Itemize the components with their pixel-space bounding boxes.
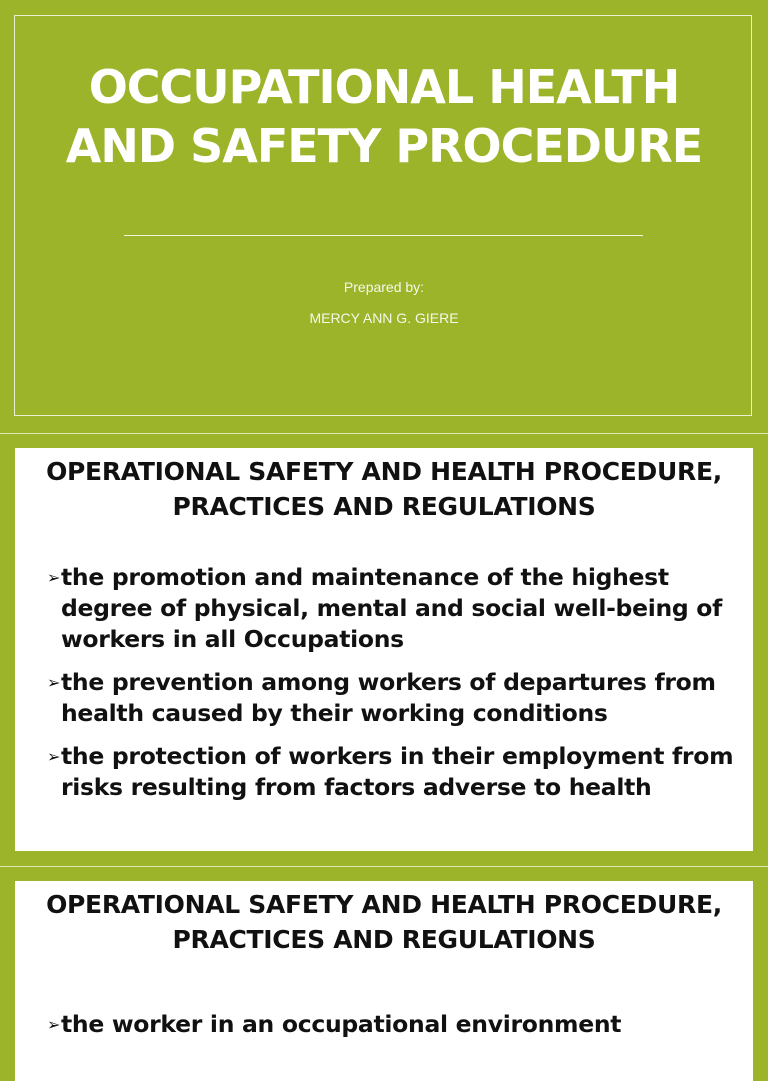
slide-card [15, 881, 753, 1081]
presentation-title: OCCUPATIONAL HEALTH AND SAFETY PROCEDURE [65, 60, 703, 173]
bullet-list [47, 1009, 737, 1052]
arrow-bullet-icon: ➢ [47, 673, 61, 692]
slide-title: OPERATIONAL SAFETY AND HEALTH PROCEDURE, PRACTICES AND REGULATIONS [46, 457, 722, 521]
prepared-by-label: Prepared by: [343, 279, 425, 295]
bullet-item [47, 741, 737, 803]
bullet-text: the protection of workers in their employment from risks resulting from factors adverse to health [61, 742, 734, 801]
content-slide-2[interactable] [0, 434, 768, 866]
bullet-item [47, 562, 737, 655]
content-slide-3[interactable] [0, 867, 768, 1038]
arrow-bullet-icon: ➢ [47, 568, 61, 587]
title-divider [124, 235, 643, 236]
bullet-text: the prevention among workers of departures from health caused by their working conditions [61, 668, 716, 727]
bullet-text: the worker in an occupational environment [61, 1010, 622, 1038]
author-name: MERCY ANN G. GIERE [309, 310, 459, 326]
bullet-list [47, 562, 737, 815]
arrow-bullet-icon: ➢ [47, 1015, 61, 1034]
slide-title: OPERATIONAL SAFETY AND HEALTH PROCEDURE, PRACTICES AND REGULATIONS [46, 890, 722, 954]
slide-card [15, 448, 753, 851]
bullet-item [47, 667, 737, 729]
title-slide[interactable] [0, 0, 768, 432]
arrow-bullet-icon: ➢ [47, 747, 61, 766]
bullet-text: the promotion and maintenance of the highest degree of physical, mental and social well-being of workers in all Occupations [61, 563, 723, 653]
bullet-item [47, 1009, 737, 1040]
